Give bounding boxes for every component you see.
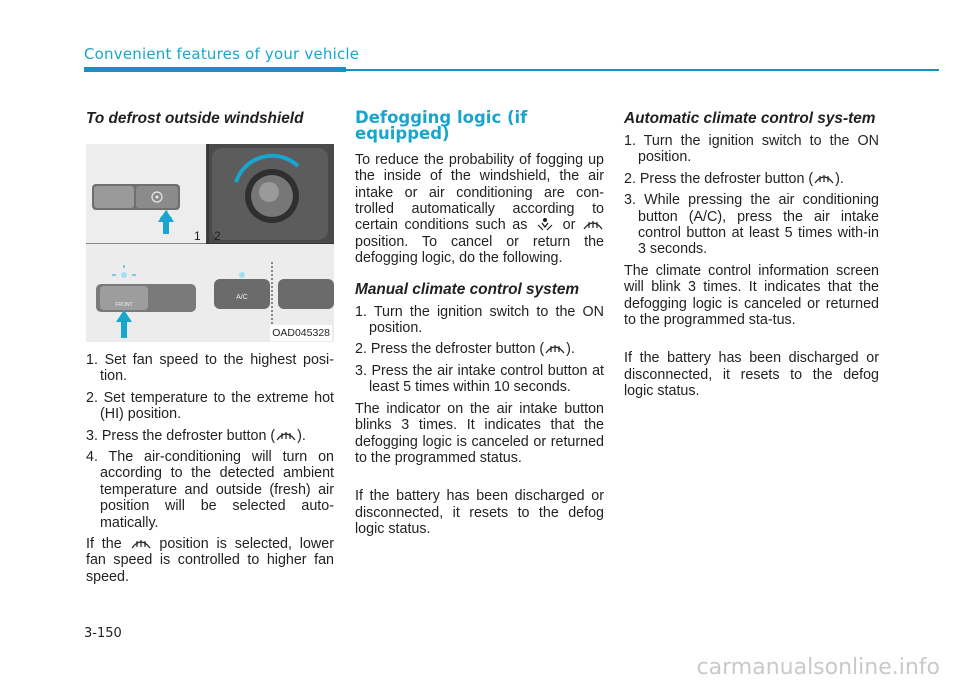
- manual-step-2-text: 2. Press the defroster button (: [355, 341, 545, 358]
- column-3: [624, 110, 879, 406]
- auto-step-2-text: 2. Press the defroster button (: [624, 170, 814, 187]
- column-1: [86, 110, 334, 591]
- defrost-icon: [544, 341, 566, 355]
- step-3-end: ).: [297, 427, 306, 444]
- heading-manual-climate: Manual climate control system: [355, 280, 580, 298]
- figure-front-text: FRONT: [115, 302, 133, 308]
- manual-step-1: 1. Turn the ignition switch to the ON position.: [355, 303, 604, 337]
- defog-intro-a: To reduce the probability of fogging up the inside of the windshield, the air intake or air conditioning are con-trolled automatically according to certain conditions such as: [355, 151, 604, 234]
- heading-defrost-outside: To defrost outside windshield: [86, 110, 304, 127]
- defrost-control-figure: [86, 144, 334, 342]
- step-3-text: 3. Press the defroster button (: [86, 427, 276, 444]
- defrost-icon: [130, 536, 152, 550]
- auto-step-3: 3. While pressing the air conditioning button (A/C), press the air intake control button at least 5 times with-in 3 seconds.: [624, 192, 879, 258]
- auto-screen-note: The climate control information screen will blink 3 times. It indicates that the defogging logic is canceled or returned to the programmed sta-tus.: [624, 262, 879, 329]
- step-1: 1. Set fan speed to the highest posi-tion.: [86, 352, 334, 385]
- defrost-icon: [275, 428, 297, 442]
- floor-defrost-icon: [534, 217, 556, 231]
- figure-num-1: 1: [194, 229, 201, 243]
- auto-step-2: [624, 171, 879, 187]
- page-number: 3-150: [84, 626, 122, 641]
- manual-indicator-note: The indicator on the air intake button blinks 3 times. It indicates that the defogging logic is canceled or returned to the programmed status.: [355, 400, 604, 466]
- defrost-icon: [813, 171, 835, 185]
- manual-battery-note: If the battery has been discharged or disconnected, it resets to the defog logic status.: [355, 488, 604, 538]
- manual-step-2-end: ).: [566, 341, 575, 358]
- step-4: 4. The air-conditioning will turn on according to the detected ambient temperature and outside (fresh) air position will be selected auto-matically.: [86, 449, 334, 531]
- note-text-b: position is selected, lower fan speed is controlled to higher fan speed.: [86, 536, 334, 585]
- column-2: [355, 110, 604, 544]
- defog-intro-or: or: [562, 217, 576, 234]
- defrost-icon: [582, 217, 604, 231]
- heading-automatic-climate: Automatic climate control sys-tem: [624, 110, 876, 127]
- step-2: 2. Set temperature to the extreme hot (HI) position.: [86, 389, 334, 423]
- note-defrost-fan: [86, 536, 334, 585]
- step-3: [86, 428, 334, 444]
- watermark: carmanualsonline.info: [696, 655, 940, 680]
- figure-ac-text: A/C: [236, 294, 248, 301]
- header-rule-thick: [84, 67, 346, 72]
- auto-step-2-end: ).: [835, 170, 844, 187]
- figure-num-2: 2: [214, 229, 221, 243]
- defog-intro: [355, 152, 604, 267]
- manual-step-2: [355, 341, 604, 357]
- heading-defogging-logic: Defogging logic (if equipped): [355, 108, 528, 144]
- header-rule-thin: [346, 69, 939, 71]
- auto-battery-note: If the battery has been discharged or disconnected, it resets to the defog logic status.: [624, 350, 879, 400]
- defog-intro-b: position. To cancel or return the defogging logic, do the following.: [355, 233, 604, 267]
- auto-step-1: 1. Turn the ignition switch to the ON position.: [624, 133, 879, 166]
- control-panel-illustration: [86, 144, 334, 342]
- section-title: Convenient features of your vehicle: [84, 45, 360, 63]
- note-text-a: If the: [86, 536, 122, 553]
- figure-code: OAD045328: [270, 325, 332, 341]
- manual-step-3: 3. Press the air intake control button at least 5 times within 10 seconds.: [355, 362, 604, 396]
